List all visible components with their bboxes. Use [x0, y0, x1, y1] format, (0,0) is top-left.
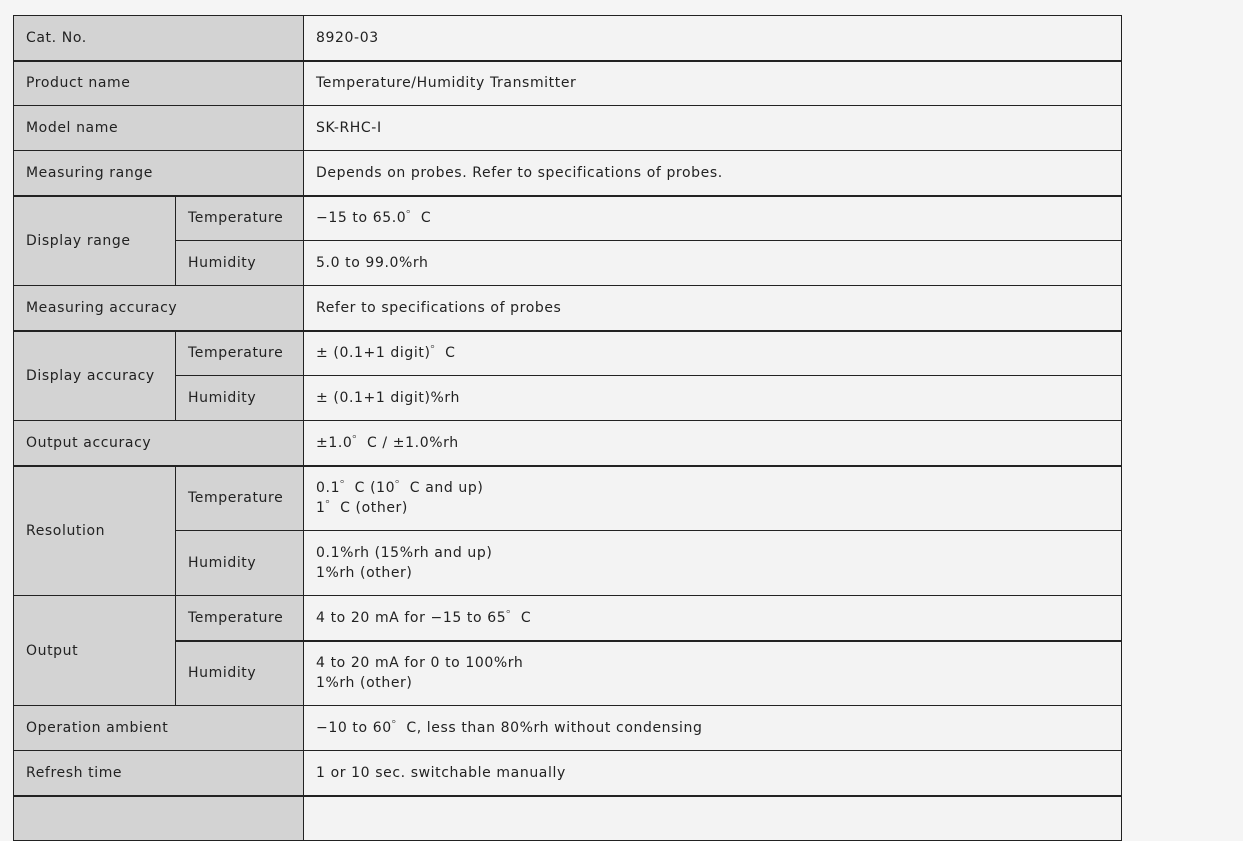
- resolution-humidity-value: [304, 531, 1122, 596]
- output-accuracy-label: Output accuracy: [14, 421, 304, 466]
- output-humidity-line-2: 1%rh (other): [316, 675, 413, 692]
- resolution-temperature-line-2: 1゜C (other): [316, 500, 408, 517]
- resolution-temperature-line-1: 0.1゜C (10゜C and up): [316, 480, 484, 497]
- display-accuracy-temperature-value: ± (0.1+1 digit)゜C: [304, 331, 1122, 376]
- display-range-label: Display range: [14, 196, 176, 286]
- row-display-range-humidity: [14, 241, 1122, 286]
- output-humidity-label: Humidity: [176, 641, 304, 706]
- next-row-label: [14, 796, 304, 841]
- row-resolution-humidity: [14, 531, 1122, 596]
- operation-ambient-value: −10 to 60゜C, less than 80%rh without condensing: [304, 706, 1122, 751]
- row-output-temperature: [14, 596, 1122, 641]
- display-accuracy-label: Display accuracy: [14, 331, 176, 421]
- display-range-temperature-value: −15 to 65.0゜C: [304, 196, 1122, 241]
- display-accuracy-humidity-label: Humidity: [176, 376, 304, 421]
- row-display-accuracy-temperature: [14, 331, 1122, 376]
- output-temperature-value: 4 to 20 mA for −15 to 65゜C: [304, 596, 1122, 641]
- row-output-humidity: [14, 641, 1122, 706]
- row-measuring-accuracy: [14, 286, 1122, 331]
- next-row-value: [304, 796, 1122, 841]
- output-label: Output: [14, 596, 176, 706]
- display-accuracy-humidity-value: ± (0.1+1 digit)%rh: [304, 376, 1122, 421]
- row-model-name: [14, 106, 1122, 151]
- row-display-accuracy-humidity: [14, 376, 1122, 421]
- measuring-range-value: Depends on probes. Refer to specifications of probes.: [304, 151, 1122, 196]
- measuring-range-label: Measuring range: [14, 151, 304, 196]
- resolution-humidity-line-2: 1%rh (other): [316, 565, 413, 581]
- row-measuring-range: [14, 151, 1122, 196]
- row-operation-ambient: [14, 706, 1122, 751]
- resolution-temperature-label: Temperature: [176, 466, 304, 531]
- cat-no-value: 8920-03: [304, 16, 1122, 61]
- spec-table: [13, 15, 1122, 841]
- row-output-accuracy: [14, 421, 1122, 466]
- cat-no-label: Cat. No.: [14, 16, 304, 61]
- row-next-partial: [14, 796, 1122, 841]
- row-refresh-time: [14, 751, 1122, 796]
- resolution-humidity-line-1: 0.1%rh (15%rh and up): [316, 545, 493, 561]
- refresh-time-label: Refresh time: [14, 751, 304, 796]
- display-range-humidity-label: Humidity: [176, 241, 304, 286]
- output-accuracy-value: ±1.0゜C / ±1.0%rh: [304, 421, 1122, 466]
- model-name-value: SK-RHC-I: [304, 106, 1122, 151]
- product-name-value: Temperature/Humidity Transmitter: [304, 61, 1122, 106]
- row-cat-no: [14, 16, 1122, 61]
- row-resolution-temperature: [14, 466, 1122, 531]
- output-temperature-label: Temperature: [176, 596, 304, 641]
- display-range-temperature-label: Temperature: [176, 196, 304, 241]
- model-name-label: Model name: [14, 106, 304, 151]
- resolution-humidity-label: Humidity: [176, 531, 304, 596]
- operation-ambient-label: Operation ambient: [14, 706, 304, 751]
- refresh-time-value: 1 or 10 sec. switchable manually: [304, 751, 1122, 796]
- row-display-range-temperature: [14, 196, 1122, 241]
- measuring-accuracy-label: Measuring accuracy: [14, 286, 304, 331]
- resolution-label: Resolution: [14, 466, 176, 596]
- output-humidity-value: [304, 641, 1122, 706]
- display-range-humidity-value: 5.0 to 99.0%rh: [304, 241, 1122, 286]
- row-product-name: [14, 61, 1122, 106]
- resolution-temperature-value: [304, 466, 1122, 531]
- output-humidity-line-1: 4 to 20 mA for 0 to 100%rh: [316, 655, 524, 672]
- display-accuracy-temperature-label: Temperature: [176, 331, 304, 376]
- measuring-accuracy-value: Refer to specifications of probes: [304, 286, 1122, 331]
- product-name-label: Product name: [14, 61, 304, 106]
